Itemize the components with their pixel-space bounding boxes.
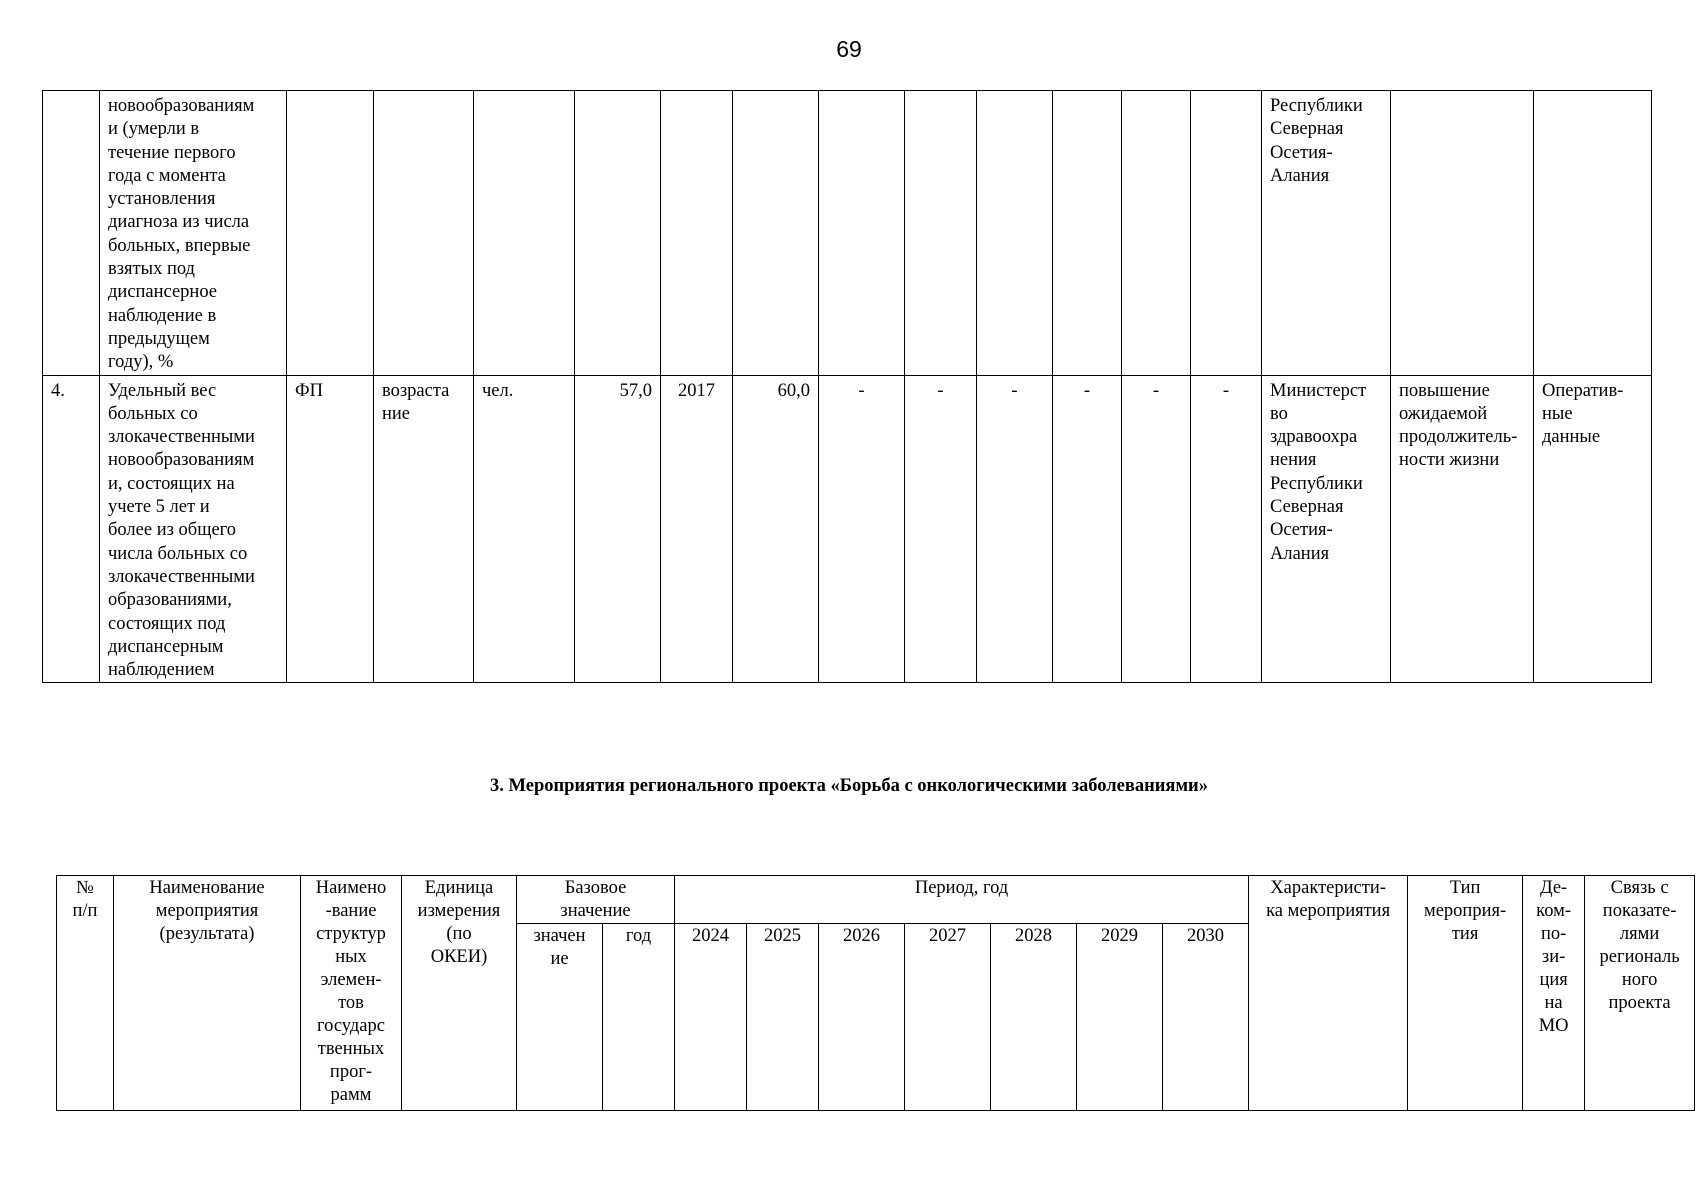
- header-type: Тип мероприя- тия: [1408, 876, 1523, 1111]
- header-year: 2025: [747, 924, 819, 1111]
- indicator-name-cell: Удельный вес больных со злокачественными новообразованиям и, состоящих на учете 5 лет и более из общего числа больных со злокачественными образованиями, состоящих под диспансерным наблюдением: [100, 375, 287, 683]
- header-base: Базовое значение: [517, 876, 675, 924]
- level-cell: ФП: [287, 375, 374, 683]
- trend-cell: возраста ние: [374, 375, 474, 683]
- indicator-name-cell: новообразованиям и (умерли в течение первого года с момента установления диагноза из числа больных, впервые взятых под диспансерное наблюдение в предыдущем году), %: [100, 91, 287, 376]
- responsible-cell: Министерст во здравоохра нения Республики Северная Осетия- Алания: [1262, 375, 1391, 683]
- header-structural: Наимено -вание структур ных элемен- тов государс твенных прог- рамм: [301, 876, 402, 1111]
- header-year: 2024: [675, 924, 747, 1111]
- header-base-year: год: [603, 924, 675, 1111]
- base-value-cell: 57,0: [575, 375, 661, 683]
- header-num: № п/п: [57, 876, 114, 1111]
- table-row: [43, 375, 1652, 683]
- header-characteristic: Характеристи- ка мероприятия: [1249, 876, 1408, 1111]
- header-decomposition: Де- ком- по- зи- ция на МО: [1523, 876, 1585, 1111]
- value-cell: 60,0: [733, 375, 819, 683]
- header-link: Связь с показате- лями региональ ного проекта: [1585, 876, 1695, 1111]
- header-year: 2028: [991, 924, 1077, 1111]
- header-year: 2030: [1163, 924, 1249, 1111]
- value-cell: -: [819, 375, 905, 683]
- header-period: Период, год: [675, 876, 1249, 924]
- header-base-value: значен ие: [517, 924, 603, 1111]
- indicators-table: [42, 90, 1652, 683]
- header-name: Наименование мероприятия (результата): [114, 876, 301, 1111]
- value-cell: -: [1191, 375, 1262, 683]
- header-row: [57, 876, 1695, 924]
- section-heading: 3. Мероприятия регионального проекта «Борьба с онкологическими заболеваниями»: [490, 776, 1208, 796]
- row-number-cell: 4.: [43, 375, 100, 683]
- header-year: 2026: [819, 924, 905, 1111]
- header-unit: Единица измерения (по ОКЕИ): [402, 876, 517, 1111]
- table-row: [43, 91, 1652, 376]
- base-year-cell: 2017: [661, 375, 733, 683]
- responsible-cell: Республики Северная Осетия- Алания: [1262, 91, 1391, 376]
- header-year: 2027: [905, 924, 991, 1111]
- source-cell: Оператив- ные данные: [1534, 375, 1652, 683]
- unit-cell: чел.: [474, 375, 575, 683]
- value-cell: -: [977, 375, 1053, 683]
- measures-table: [56, 875, 1695, 1111]
- value-cell: -: [905, 375, 977, 683]
- link-cell: повышение ожидаемой продолжитель- ности жизни: [1391, 375, 1534, 683]
- header-year: 2029: [1077, 924, 1163, 1111]
- value-cell: -: [1122, 375, 1191, 683]
- page-number: 69: [836, 36, 862, 62]
- value-cell: -: [1053, 375, 1122, 683]
